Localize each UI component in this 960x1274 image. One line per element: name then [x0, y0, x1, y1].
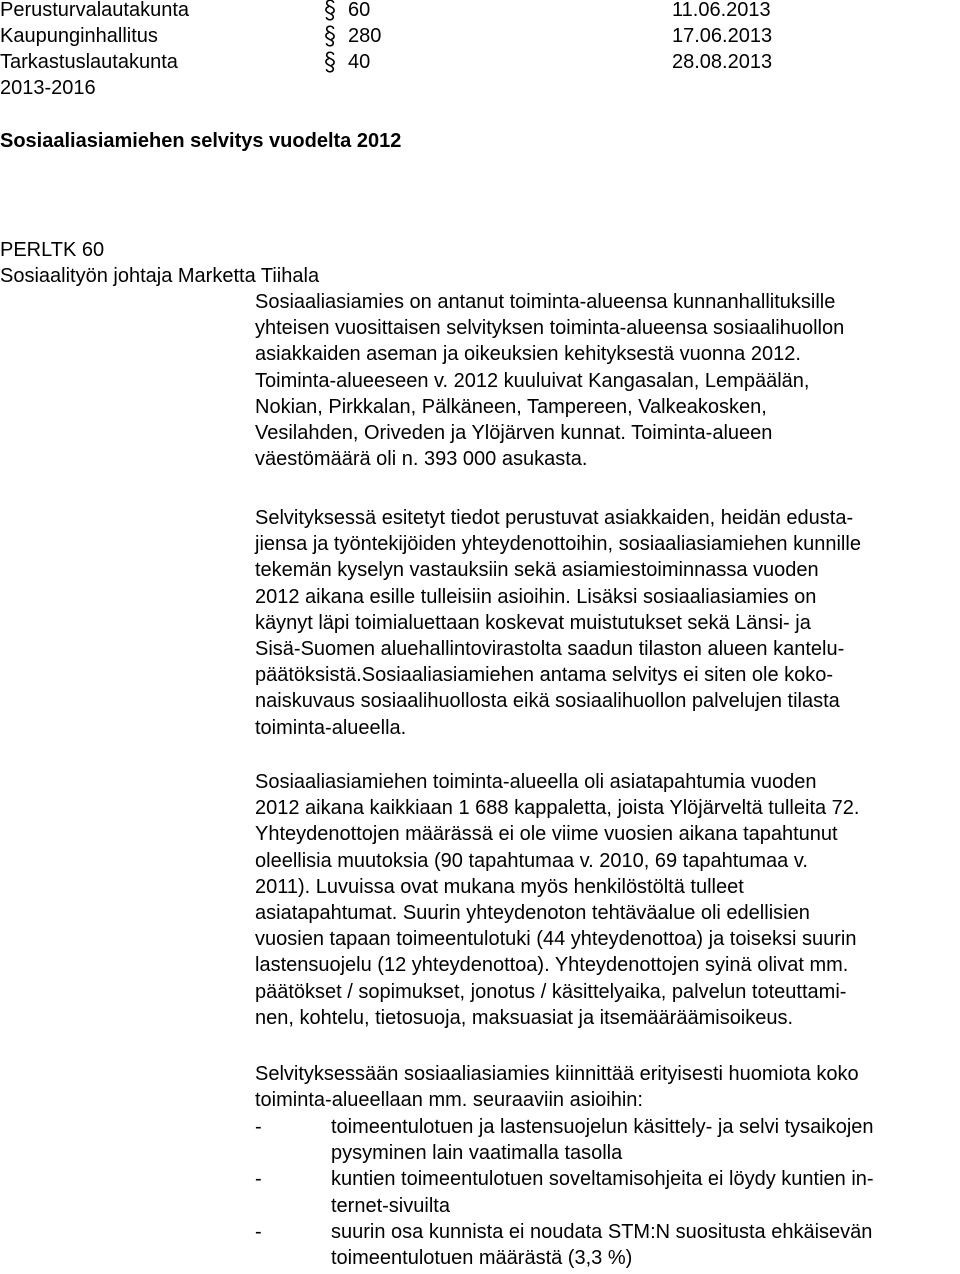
dash-marker: -: [255, 1220, 262, 1243]
text-line: Toiminta-alueeseen v. 2012 kuuluivat Kangasalan, Lempäälän,: [255, 369, 810, 392]
paragraph: [255, 289, 960, 472]
paragraph: [255, 769, 960, 1031]
section-number: 40: [348, 51, 371, 73]
list-item-continuation: [255, 1245, 960, 1271]
meeting-date: 28.08.2013: [672, 51, 773, 73]
reference-code: PERLTK 60: [0, 239, 105, 261]
text-line: Sisä-Suomen aluehallintovirastolta saadun tilaston alueen kantelu-: [255, 637, 845, 660]
text-line: naiskuvaus sosiaalihuollosta eikä sosiaalihuollon palvelujen tilasta: [255, 690, 840, 713]
list-item-text: kuntien toimeentulotuen soveltamisohjeita ei löydy kuntien in-: [331, 1168, 874, 1191]
header-row: [0, 0, 960, 23]
body-name: Tarkastuslautakunta: [0, 51, 178, 73]
text-line: toiminta-alueellaan mm. seuraaviin asioihin:: [255, 1089, 643, 1112]
list-item-text: suurin osa kunnista ei noudata STM:N suositusta ehkäisevän: [331, 1220, 873, 1243]
paragraph: [255, 1061, 960, 1113]
text-line: asiakkaiden aseman ja oikeuksien kehityksestä vuonna 2012.: [255, 343, 801, 366]
text-line: jiensa ja työntekijöiden yhteydenottoihin, sosiaaliasiamiehen kunnille: [255, 533, 861, 556]
body-name: Kaupunginhallitus: [0, 25, 158, 47]
text-line: nen, kohtelu, tietosuoja, maksuasiat ja itsemääräämisoikeus.: [255, 1006, 794, 1029]
list-item: [255, 1114, 960, 1140]
document-title: Sosiaaliasiamiehen selvitys vuodelta 2012: [0, 130, 402, 152]
text-line: Nokian, Pirkkalan, Pälkäneen, Tampereen, Valkeakosken,: [255, 395, 767, 418]
text-line: päätökset / sopimukset, jonotus / käsittelyaika, palvelun toteuttami-: [255, 980, 847, 1003]
paragraph: [255, 505, 960, 741]
body-name: Perusturvalautakunta: [0, 0, 190, 21]
list-item-text: ternet-sivuilta: [331, 1194, 450, 1217]
section-sign-icon: [322, 25, 338, 47]
term-period: 2013-2016: [0, 77, 96, 99]
section-sign-icon: [322, 0, 338, 21]
text-line: toiminta-alueella.: [255, 716, 407, 739]
section-sign-icon: [322, 51, 338, 73]
text-line: yhteisen vuosittaisen selvityksen toiminta-alueensa sosiaalihuollon: [255, 317, 845, 340]
header-row: [0, 49, 960, 75]
meeting-date: 17.06.2013: [672, 25, 773, 47]
text-line: 2011). Luvuissa ovat mukana myös henkilöstöltä tulleet: [255, 875, 744, 898]
dash-marker: -: [255, 1116, 262, 1138]
text-line: 2012 aikana kaikkiaan 1 688 kappaletta, joista Ylöjärveltä tulleita 72.: [255, 797, 860, 820]
text-line: lastensuojelu (12 yhteydenottoa). Yhteydenottojen syinä olivat mm.: [255, 954, 849, 977]
text-line: asiatapahtumat. Suurin yhteydenoton tehtäväalue oli edellisien: [255, 901, 810, 924]
list-item-continuation: [255, 1193, 960, 1219]
text-line: tekemän kyselyn vastauksiin sekä asiamiestoiminnassa vuoden: [255, 559, 819, 582]
list-item-continuation: [255, 1140, 960, 1166]
meeting-date: 11.06.2013: [672, 0, 771, 21]
text-line: Vesilahden, Oriveden ja Ylöjärven kunnat. Toiminta-alueen: [255, 421, 773, 444]
presenter: Sosiaalityön johtaja Marketta Tiihala: [0, 265, 320, 287]
text-line: Sosiaaliasiamiehen toiminta-alueella oli asiatapahtumia vuoden: [255, 771, 817, 793]
list-item-text: toimeentulotuen ja lastensuojelun käsittely- ja selvi tysaikojen: [331, 1116, 874, 1138]
bullet-list: [255, 1114, 960, 1271]
dash-marker: -: [255, 1168, 262, 1191]
list-item-text: pysyminen lain vaatimalla tasolla: [331, 1142, 623, 1165]
header-row: [0, 23, 960, 49]
text-line: Sosiaaliasiamies on antanut toiminta-alueensa kunnanhallituksille: [255, 291, 836, 313]
text-line: 2012 aikana esille tulleisiin asioihin. Lisäksi sosiaaliasiamies on: [255, 585, 817, 608]
list-item: [255, 1219, 960, 1245]
section-number: 60: [348, 0, 371, 21]
section-number: 280: [348, 25, 382, 47]
text-line: vuosien tapaan toimeentulotuki (44 yhteydenottoa) ja toiseksi suurin: [255, 928, 857, 951]
list-item: [255, 1166, 960, 1192]
text-line: käynyt läpi toimialuettaan koskevat muistutukset sekä Länsi- ja: [255, 611, 811, 634]
text-line: oleellisia muutoksia (90 tapahtumaa v. 2010, 69 tapahtumaa v.: [255, 849, 808, 872]
list-item-text: toimeentulotuen määrästä (3,3 %): [331, 1246, 633, 1269]
text-line: Selvityksessä esitetyt tiedot perustuvat asiakkaiden, heidän edusta-: [255, 507, 854, 529]
text-line: päätöksistä.Sosiaaliasiamiehen antama selvitys ei siten ole koko-: [255, 664, 834, 687]
text-line: Selvityksessään sosiaaliasiamies kiinnittää erityisesti huomiota koko: [255, 1063, 859, 1085]
text-line: Yhteydenottojen määrässä ei ole viime vuosien aikana tapahtunut: [255, 823, 838, 846]
text-line: väestömäärä oli n. 393 000 asukasta.: [255, 448, 588, 471]
